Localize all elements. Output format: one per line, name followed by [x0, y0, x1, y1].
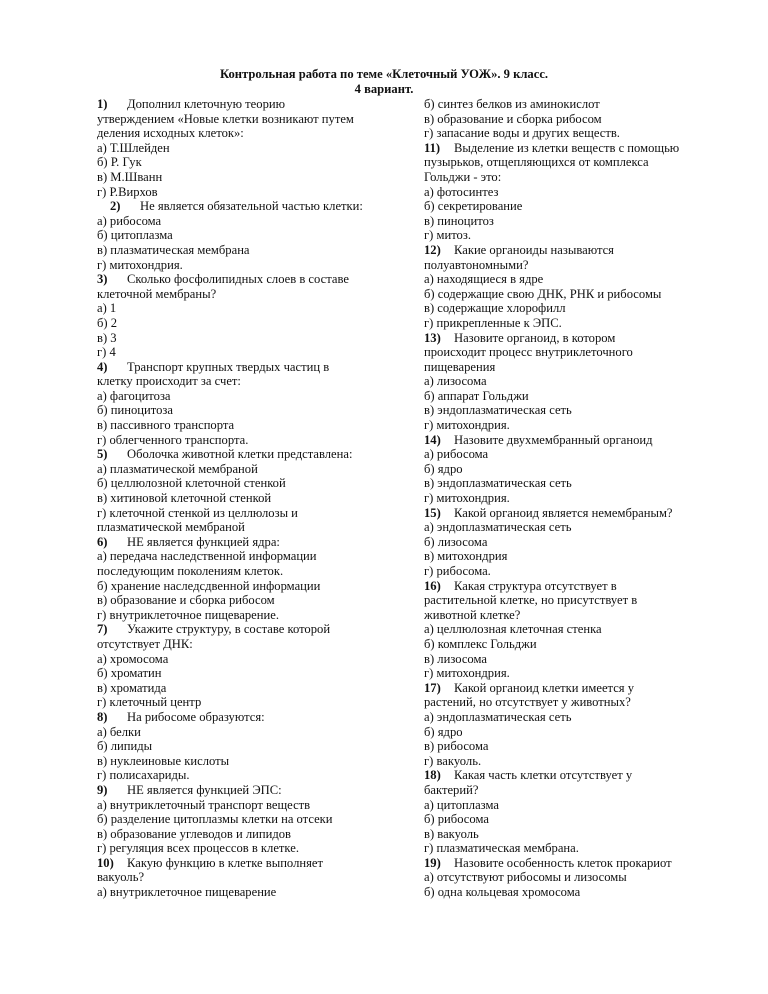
text-line — [424, 535, 724, 550]
line-text: б) секретирование — [424, 199, 523, 214]
question-line — [424, 768, 724, 783]
line-text: а) фагоцитоза — [97, 388, 171, 403]
line-text: в) хроматида — [97, 680, 167, 695]
line-text: в) пиноцитоз — [424, 213, 494, 228]
text-line — [424, 462, 724, 477]
line-text: г) митохондрия. — [424, 418, 510, 433]
text-line — [97, 155, 397, 170]
line-text: а) находящиеся в ядре — [424, 272, 544, 287]
text-line — [97, 316, 397, 331]
line-text: растительной клетке, но присутствует в — [424, 593, 638, 608]
line-text: г) регуляция всех процессов в клетке. — [97, 841, 299, 856]
line-text: в) хитиновой клеточной стенкой — [97, 491, 272, 506]
line-text: г) облегченного транспорта. — [97, 432, 249, 447]
text-line — [424, 170, 724, 185]
line-text: а) внутриклеточный транспорт веществ — [97, 797, 311, 812]
text-line — [97, 228, 397, 243]
line-text: б) липиды — [97, 739, 153, 754]
text-line — [424, 812, 724, 827]
line-text: г) митохондрия. — [424, 491, 510, 506]
text-line — [97, 462, 397, 477]
line-text: Какой органоид является немембраным? — [454, 505, 673, 520]
line-text: отсутствует ДНК: — [97, 636, 193, 651]
page-title: Контрольная работа по теме «Клеточный УОЖ». 9 класс. — [219, 67, 549, 81]
right-column — [424, 97, 724, 900]
line-text: б) хроматин — [97, 666, 162, 681]
line-text: а) целлюлозная клеточная стенка — [424, 622, 602, 637]
line-text: в) образование и сборка рибосом — [424, 111, 602, 126]
text-line — [97, 141, 397, 156]
question-line — [97, 622, 397, 637]
text-line — [424, 112, 724, 127]
line-text: пищеварения — [424, 359, 496, 374]
line-text: г) митохондрия. — [97, 257, 183, 272]
question-line — [424, 579, 724, 594]
text-line — [97, 652, 397, 667]
text-line — [97, 739, 397, 754]
line-text: г) плазматическая мембрана. — [424, 841, 579, 856]
question-number: 3) — [97, 272, 108, 287]
text-line — [97, 374, 397, 389]
line-text: в) эндоплазматическая сеть — [424, 476, 572, 491]
line-text: г) митоз. — [424, 228, 471, 243]
text-line — [424, 126, 724, 141]
text-line — [97, 666, 397, 681]
line-text: клеточной мембраны? — [97, 286, 217, 301]
line-text: а) рибосома — [97, 213, 162, 228]
text-line — [97, 564, 397, 579]
line-text: пузырьков, отщепляющихся от комплекса — [424, 155, 649, 170]
line-text: в) образование и сборка рибосом — [97, 593, 275, 608]
line-text: г) запасание воды и других веществ. — [424, 126, 620, 141]
text-line — [424, 827, 724, 842]
line-text: б) пиноцитоза — [97, 403, 173, 418]
question-line — [97, 535, 397, 550]
line-text: деления исходных клеток»: — [97, 126, 244, 141]
text-line — [97, 681, 397, 696]
text-line — [424, 272, 724, 287]
line-text: а) хромосома — [97, 651, 169, 666]
line-text: в) образование углеводов и липидов — [97, 826, 291, 841]
line-text: г) полисахариды. — [97, 768, 190, 783]
text-line — [424, 637, 724, 652]
line-text: последующим поколениям клеток. — [97, 564, 284, 578]
line-text: НЕ является функцией ЭПС: — [127, 782, 282, 797]
line-text: а) плазматической мембраной — [97, 461, 258, 476]
question-line — [424, 433, 724, 448]
line-text: плазматической мембраной — [97, 520, 245, 535]
line-text: г) рибосома. — [424, 564, 491, 578]
text-line — [424, 258, 724, 273]
question-line — [424, 331, 724, 346]
left-column — [97, 97, 397, 900]
question-line — [97, 360, 397, 375]
question-number: 15) — [424, 505, 441, 520]
line-text: б) разделение цитоплазмы клетки на отсеки — [97, 812, 333, 827]
text-line — [97, 403, 397, 418]
text-line — [97, 812, 397, 827]
question-number: 19) — [424, 855, 441, 870]
line-text: Назовите органоид, в котором — [454, 330, 616, 345]
text-line — [97, 754, 397, 769]
line-text: б) одна кольцевая хромосома — [424, 885, 581, 900]
text-line — [424, 418, 724, 433]
text-line — [97, 593, 397, 608]
line-text: в) содержащие хлорофилл — [424, 301, 566, 316]
line-text: б) Р. Гук — [97, 155, 142, 170]
text-line — [424, 214, 724, 229]
line-text: г) митохондрия. — [424, 666, 510, 681]
text-line — [424, 301, 724, 316]
text-line — [97, 301, 397, 316]
question-number: 18) — [424, 768, 441, 783]
question-line — [424, 141, 724, 156]
question-number: 2) — [110, 199, 121, 214]
line-text: а) рибосома — [424, 447, 489, 462]
line-text: Дополнил клеточную теорию — [127, 97, 286, 111]
text-line — [97, 608, 397, 623]
line-text: а) передача наследственной информации — [97, 549, 317, 564]
line-text: б) ядро — [424, 461, 463, 476]
question-line — [97, 710, 397, 725]
text-line — [424, 520, 724, 535]
text-line — [97, 214, 397, 229]
line-text: а) фотосинтез — [424, 184, 499, 199]
line-text: б) лизосома — [424, 534, 488, 549]
line-text: Укажите структуру, в составе которой — [127, 622, 331, 637]
line-text: Какая часть клетки отсутствует у — [454, 768, 633, 783]
text-line — [97, 331, 397, 346]
line-text: г) клеточный центр — [97, 695, 202, 710]
text-line — [424, 345, 724, 360]
question-number: 4) — [97, 359, 108, 374]
text-line — [97, 418, 397, 433]
question-number: 5) — [97, 447, 108, 462]
question-number: 7) — [97, 622, 108, 637]
line-text: Гольджи - это: — [424, 169, 502, 184]
line-text: в) митохондрия — [424, 549, 508, 564]
line-text: Назовите двухмембранный органоид — [454, 432, 653, 447]
line-text: в) вакуоль — [424, 826, 479, 841]
text-line — [424, 360, 724, 375]
line-text: Оболочка животной клетки представлена: — [127, 447, 353, 462]
text-line — [97, 798, 397, 813]
line-text: животной клетке? — [424, 607, 521, 622]
text-line — [97, 827, 397, 842]
line-text: б) 2 — [97, 315, 118, 330]
line-text: г) прикрепленные к ЭПС. — [424, 315, 562, 330]
text-line — [97, 506, 397, 521]
line-text: утверждением «Новые клетки возникают путем — [97, 111, 354, 126]
text-line — [424, 652, 724, 667]
text-line — [424, 403, 724, 418]
text-line — [424, 695, 724, 710]
text-line — [424, 316, 724, 331]
text-line — [97, 185, 397, 200]
line-text: НЕ является функцией ядра: — [127, 534, 280, 549]
line-text: полуавтономными? — [424, 257, 529, 272]
line-text: г) Р.Вирхов — [97, 184, 158, 199]
text-line — [97, 287, 397, 302]
text-line — [424, 199, 724, 214]
line-text: в) рибосома — [424, 739, 489, 754]
line-text: растений, но отсутствует у животных? — [424, 695, 631, 710]
line-text: происходит процесс внутриклеточного — [424, 345, 633, 360]
text-line — [97, 243, 397, 258]
line-text: б) ядро — [424, 724, 463, 739]
text-line — [424, 754, 724, 769]
text-line — [424, 564, 724, 579]
line-text: Назовите особенность клеток прокариот — [454, 855, 672, 870]
line-text: а) цитоплазма — [424, 797, 499, 812]
question-number: 10) — [97, 855, 114, 870]
line-text: а) эндоплазматическая сеть — [424, 520, 572, 535]
line-text: а) внутриклеточное пищеварение — [97, 885, 277, 900]
question-number: 13) — [424, 330, 441, 345]
line-text: Транспорт крупных твердых частиц в — [127, 359, 330, 374]
question-line — [97, 447, 397, 462]
text-line — [97, 725, 397, 740]
text-line — [424, 491, 724, 506]
text-line — [424, 374, 724, 389]
text-line — [97, 112, 397, 127]
question-line — [424, 856, 724, 871]
line-text: а) эндоплазматическая сеть — [424, 709, 572, 724]
line-text: г) 4 — [97, 345, 116, 360]
line-text: Сколько фосфолипидных слоев в составе — [127, 272, 349, 287]
text-line — [97, 695, 397, 710]
question-number: 1) — [97, 97, 108, 111]
text-line — [424, 389, 724, 404]
line-text: а) отсутствуют рибосомы и лизосомы — [424, 870, 627, 885]
text-line — [97, 476, 397, 491]
question-number: 16) — [424, 578, 441, 593]
text-line — [97, 841, 397, 856]
text-line — [424, 666, 724, 681]
line-text: в) 3 — [97, 330, 117, 345]
line-text: г) внутриклеточное пищеварение. — [97, 607, 279, 622]
text-line — [424, 447, 724, 462]
line-text: б) аппарат Гольджи — [424, 388, 529, 403]
text-line — [424, 798, 724, 813]
line-text: а) 1 — [97, 301, 117, 316]
text-line — [97, 433, 397, 448]
line-text: Какую функцию в клетке выполняет — [127, 855, 323, 870]
text-line — [424, 228, 724, 243]
line-text: вакуоль? — [97, 870, 145, 885]
text-line — [97, 389, 397, 404]
text-line — [97, 637, 397, 652]
line-text: в) эндоплазматическая сеть — [424, 403, 572, 418]
line-text: а) белки — [97, 724, 141, 739]
text-line — [97, 126, 397, 141]
line-text: г) вакуоль. — [424, 753, 482, 768]
question-line — [97, 783, 397, 798]
question-line — [424, 681, 724, 696]
text-line — [424, 593, 724, 608]
question-number: 12) — [424, 242, 441, 257]
question-number: 8) — [97, 709, 108, 724]
line-text: На рибосоме образуются: — [127, 709, 265, 724]
text-line — [97, 579, 397, 594]
question-line — [424, 506, 724, 521]
line-text: клетку происходит за счет: — [97, 374, 241, 389]
line-text: в) лизосома — [424, 651, 487, 666]
text-line — [424, 841, 724, 856]
line-text: бактерий? — [424, 782, 479, 797]
text-line — [424, 155, 724, 170]
question-number: 14) — [424, 432, 441, 447]
text-line — [424, 622, 724, 637]
question-number: 11) — [424, 140, 441, 155]
text-line — [97, 870, 397, 885]
text-line — [424, 710, 724, 725]
line-text: б) цитоплазма — [97, 228, 173, 243]
line-text: в) плазматическая мембрана — [97, 242, 250, 257]
line-text: Какие органоиды называются — [454, 242, 614, 257]
text-line — [97, 768, 397, 783]
line-text: в) нуклеиновые кислоты — [97, 753, 230, 768]
line-text: Какой органоид клетки имеется у — [454, 680, 635, 695]
line-text: а) Т.Шлейден — [97, 140, 170, 155]
text-line — [424, 608, 724, 623]
text-line — [424, 97, 724, 112]
line-text: а) лизосома — [424, 374, 487, 389]
text-line — [424, 185, 724, 200]
question-line — [97, 199, 397, 214]
text-line — [424, 725, 724, 740]
text-line — [424, 885, 724, 900]
text-line — [97, 549, 397, 564]
text-line — [424, 870, 724, 885]
text-line — [97, 170, 397, 185]
text-line — [97, 491, 397, 506]
question-number: 9) — [97, 782, 108, 797]
line-text: в) пассивного транспорта — [97, 418, 235, 433]
line-text: г) клеточной стенкой из целлюлозы и — [97, 505, 298, 520]
variant-label: 4 вариант. — [354, 82, 414, 96]
line-text: в) М.Шванн — [97, 169, 163, 184]
text-line — [424, 739, 724, 754]
text-line — [424, 476, 724, 491]
question-line — [97, 272, 397, 287]
text-line — [424, 549, 724, 564]
text-line — [424, 287, 724, 302]
line-text: б) хранение наследсдвенной информации — [97, 578, 321, 593]
line-text: б) комплекс Гольджи — [424, 636, 537, 651]
question-line — [97, 97, 397, 112]
text-line — [424, 783, 724, 798]
line-text: б) целлюлозной клеточной стенкой — [97, 476, 286, 491]
line-text: б) рибосома — [424, 812, 489, 827]
line-text: б) синтез белков из аминокислот — [424, 97, 600, 111]
line-text: Какая структура отсутствует в — [454, 578, 617, 593]
question-line — [97, 856, 397, 871]
question-number: 17) — [424, 680, 441, 695]
text-line — [97, 345, 397, 360]
text-line — [97, 885, 397, 900]
line-text: Не является обязательной частью клетки: — [140, 199, 363, 214]
text-line — [97, 258, 397, 273]
question-number: 6) — [97, 534, 108, 549]
text-line — [97, 520, 397, 535]
question-line — [424, 243, 724, 258]
line-text: б) содержащие свою ДНК, РНК и рибосомы — [424, 286, 662, 301]
line-text: Выделение из клетки веществ с помощью — [454, 140, 680, 155]
